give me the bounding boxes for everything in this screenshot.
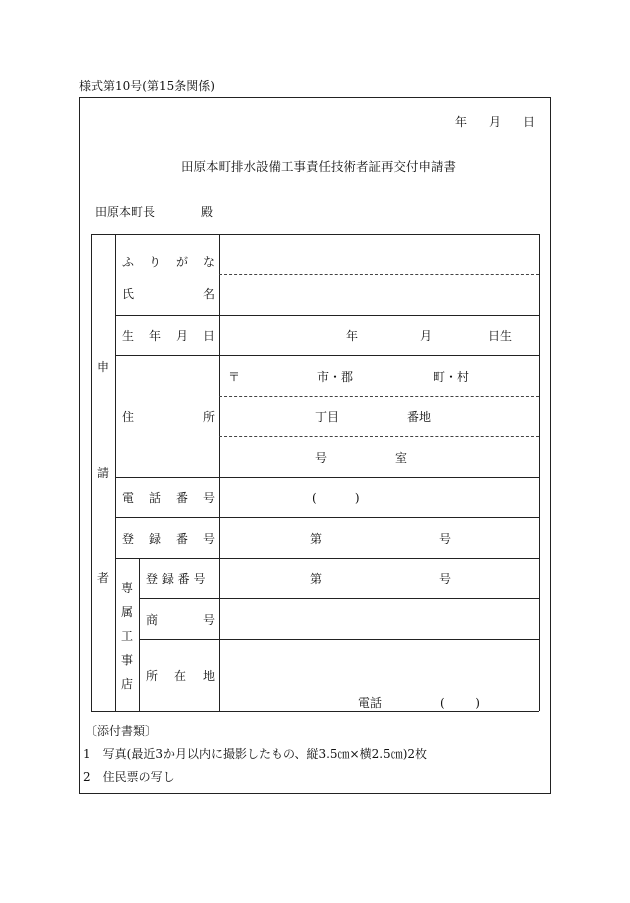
birth-label-char: 生 [122, 329, 135, 343]
furigana-label-char: り [149, 255, 162, 269]
date-day: 日 [523, 115, 536, 129]
phone-paren: ( ) [312, 491, 360, 505]
birth-year: 年 [346, 329, 359, 343]
furigana-label-char: な [203, 255, 216, 269]
row-line-trade-name [139, 639, 539, 640]
registration-label-char: 号 [203, 532, 216, 546]
location-label-char: 所 [146, 669, 159, 683]
location-label-char: 地 [203, 669, 216, 683]
form-frame [79, 97, 551, 794]
address-divider-2 [219, 436, 539, 437]
store-registration-suffix: 号 [439, 572, 452, 586]
furigana-label-char: ふ [122, 255, 135, 269]
furigana-label-char: が [176, 255, 189, 269]
location-phone-paren: ( ) [440, 696, 480, 710]
date-year: 年 [455, 115, 468, 129]
table-border-bottom [91, 711, 539, 712]
registration-prefix: 第 [310, 532, 323, 546]
furigana-divider [219, 274, 539, 275]
row-line-name [115, 315, 539, 316]
row-line-store-registration [139, 598, 539, 599]
date-month: 月 [489, 115, 502, 129]
form-title: 田原本町排水設備工事責任技術者証再交付申請書 [181, 159, 457, 174]
birth-month: 月 [420, 329, 433, 343]
address-divider-1 [219, 396, 539, 397]
address-chome: 丁目 [315, 410, 340, 424]
registration-label-char: 番 [176, 532, 189, 546]
row-line-birth [115, 355, 539, 356]
store-registration-prefix: 第 [310, 572, 323, 586]
registration-label-char: 登 [122, 532, 135, 546]
applicant-label-char: 申 [97, 360, 110, 374]
birth-label-char: 日 [203, 329, 216, 343]
store-registration-label: 登 録 番 号 [146, 572, 206, 586]
applicant-column-line [115, 234, 116, 711]
store-label-char: 専 [121, 581, 134, 595]
trade-name-label-char: 号 [203, 613, 216, 627]
address-go: 号 [315, 451, 328, 465]
phone-label-char: 番 [176, 491, 189, 505]
store-label-char: 事 [121, 653, 134, 667]
store-label-char: 店 [121, 677, 134, 691]
birth-label-char: 年 [149, 329, 162, 343]
attachments-header: 〔添付書類〕 [85, 724, 158, 738]
store-column-line [139, 558, 140, 711]
registration-label-char: 録 [149, 532, 162, 546]
postal-mark: 〒 [228, 370, 241, 384]
row-line-address [115, 477, 539, 478]
address-town: 町・村 [433, 370, 470, 384]
table-border-right [539, 234, 540, 711]
phone-label-char: 話 [149, 491, 162, 505]
phone-label-char: 号 [203, 491, 216, 505]
name-label-char: 氏 [122, 287, 135, 301]
applicant-label-char: 請 [97, 466, 110, 480]
address-banchi: 番地 [407, 410, 432, 424]
address-city: 市・郡 [317, 370, 354, 384]
birth-label-char: 月 [176, 329, 189, 343]
addressee-name: 田原本町長 [95, 205, 156, 219]
attachment-item: 2 住民票の写し [83, 770, 175, 784]
location-label-char: 在 [174, 669, 187, 683]
registration-suffix: 号 [439, 532, 452, 546]
applicant-label-char: 者 [97, 571, 110, 585]
trade-name-label-char: 商 [146, 613, 159, 627]
store-label-char: 工 [121, 629, 134, 643]
table-border-top [91, 234, 539, 235]
form-number: 様式第10号(第15条関係) [79, 79, 215, 93]
row-line-phone [115, 517, 539, 518]
address-room: 室 [395, 451, 408, 465]
phone-label-char: 電 [122, 491, 135, 505]
birth-suffix: 日生 [488, 329, 513, 343]
name-label-char: 名 [203, 287, 216, 301]
address-label-char: 所 [203, 410, 216, 424]
address-label-char: 住 [122, 410, 135, 424]
attachment-item: 1 写真(最近3か月以内に撮影したもの、縦3.5㎝×横2.5㎝)2枚 [83, 747, 428, 761]
row-line-registration [115, 558, 539, 559]
store-label-char: 属 [121, 605, 134, 619]
table-border-left [91, 234, 92, 711]
location-phone-label: 電話 [358, 696, 383, 710]
addressee-honorific: 殿 [201, 205, 214, 219]
